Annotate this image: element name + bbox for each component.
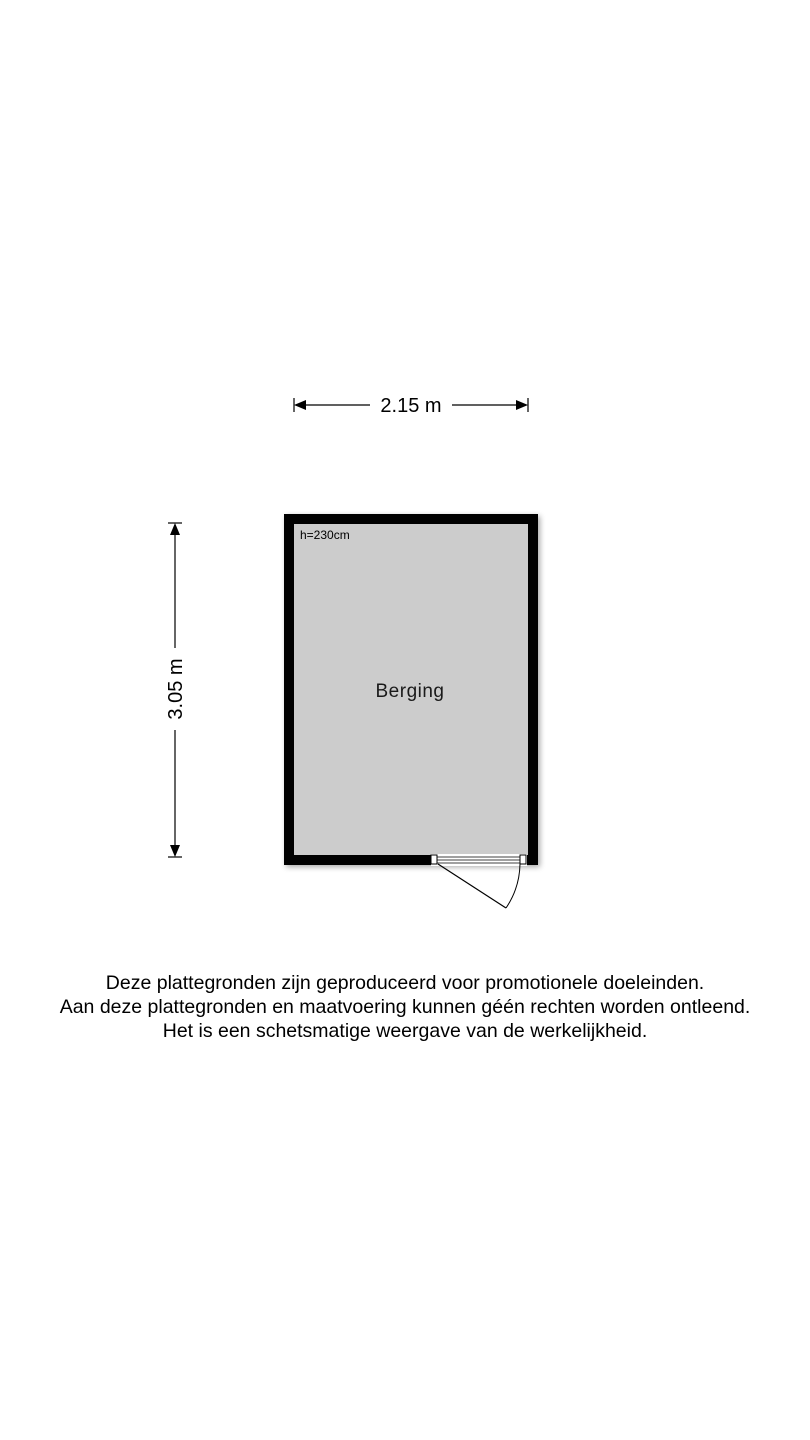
door-leaf bbox=[438, 864, 506, 908]
disclaimer-line-3: Het is een schetsmatige weergave van de werkelijkheid. bbox=[162, 1020, 648, 1042]
door-swing-arc bbox=[506, 864, 520, 908]
door bbox=[431, 854, 527, 908]
arrow-up-icon bbox=[170, 523, 180, 535]
room-name-label: Berging bbox=[375, 681, 445, 702]
width-dimension bbox=[294, 395, 528, 417]
arrow-down-icon bbox=[170, 845, 180, 857]
arrow-left-icon bbox=[294, 400, 306, 410]
disclaimer bbox=[0, 971, 810, 1043]
room-height-label: h=230cm bbox=[300, 528, 350, 542]
depth-dimension bbox=[165, 523, 187, 857]
depth-label: 3.05 m bbox=[165, 658, 187, 720]
disclaimer-line-2: Aan deze plattegronden en maatvoering kunnen géén rechten worden ontleend. bbox=[59, 996, 751, 1018]
width-label: 2.15 m bbox=[380, 395, 442, 417]
arrow-right-icon bbox=[516, 400, 528, 410]
disclaimer-line-1: Deze plattegronden zijn geproduceerd voor promotionele doeleinden. bbox=[105, 972, 705, 994]
